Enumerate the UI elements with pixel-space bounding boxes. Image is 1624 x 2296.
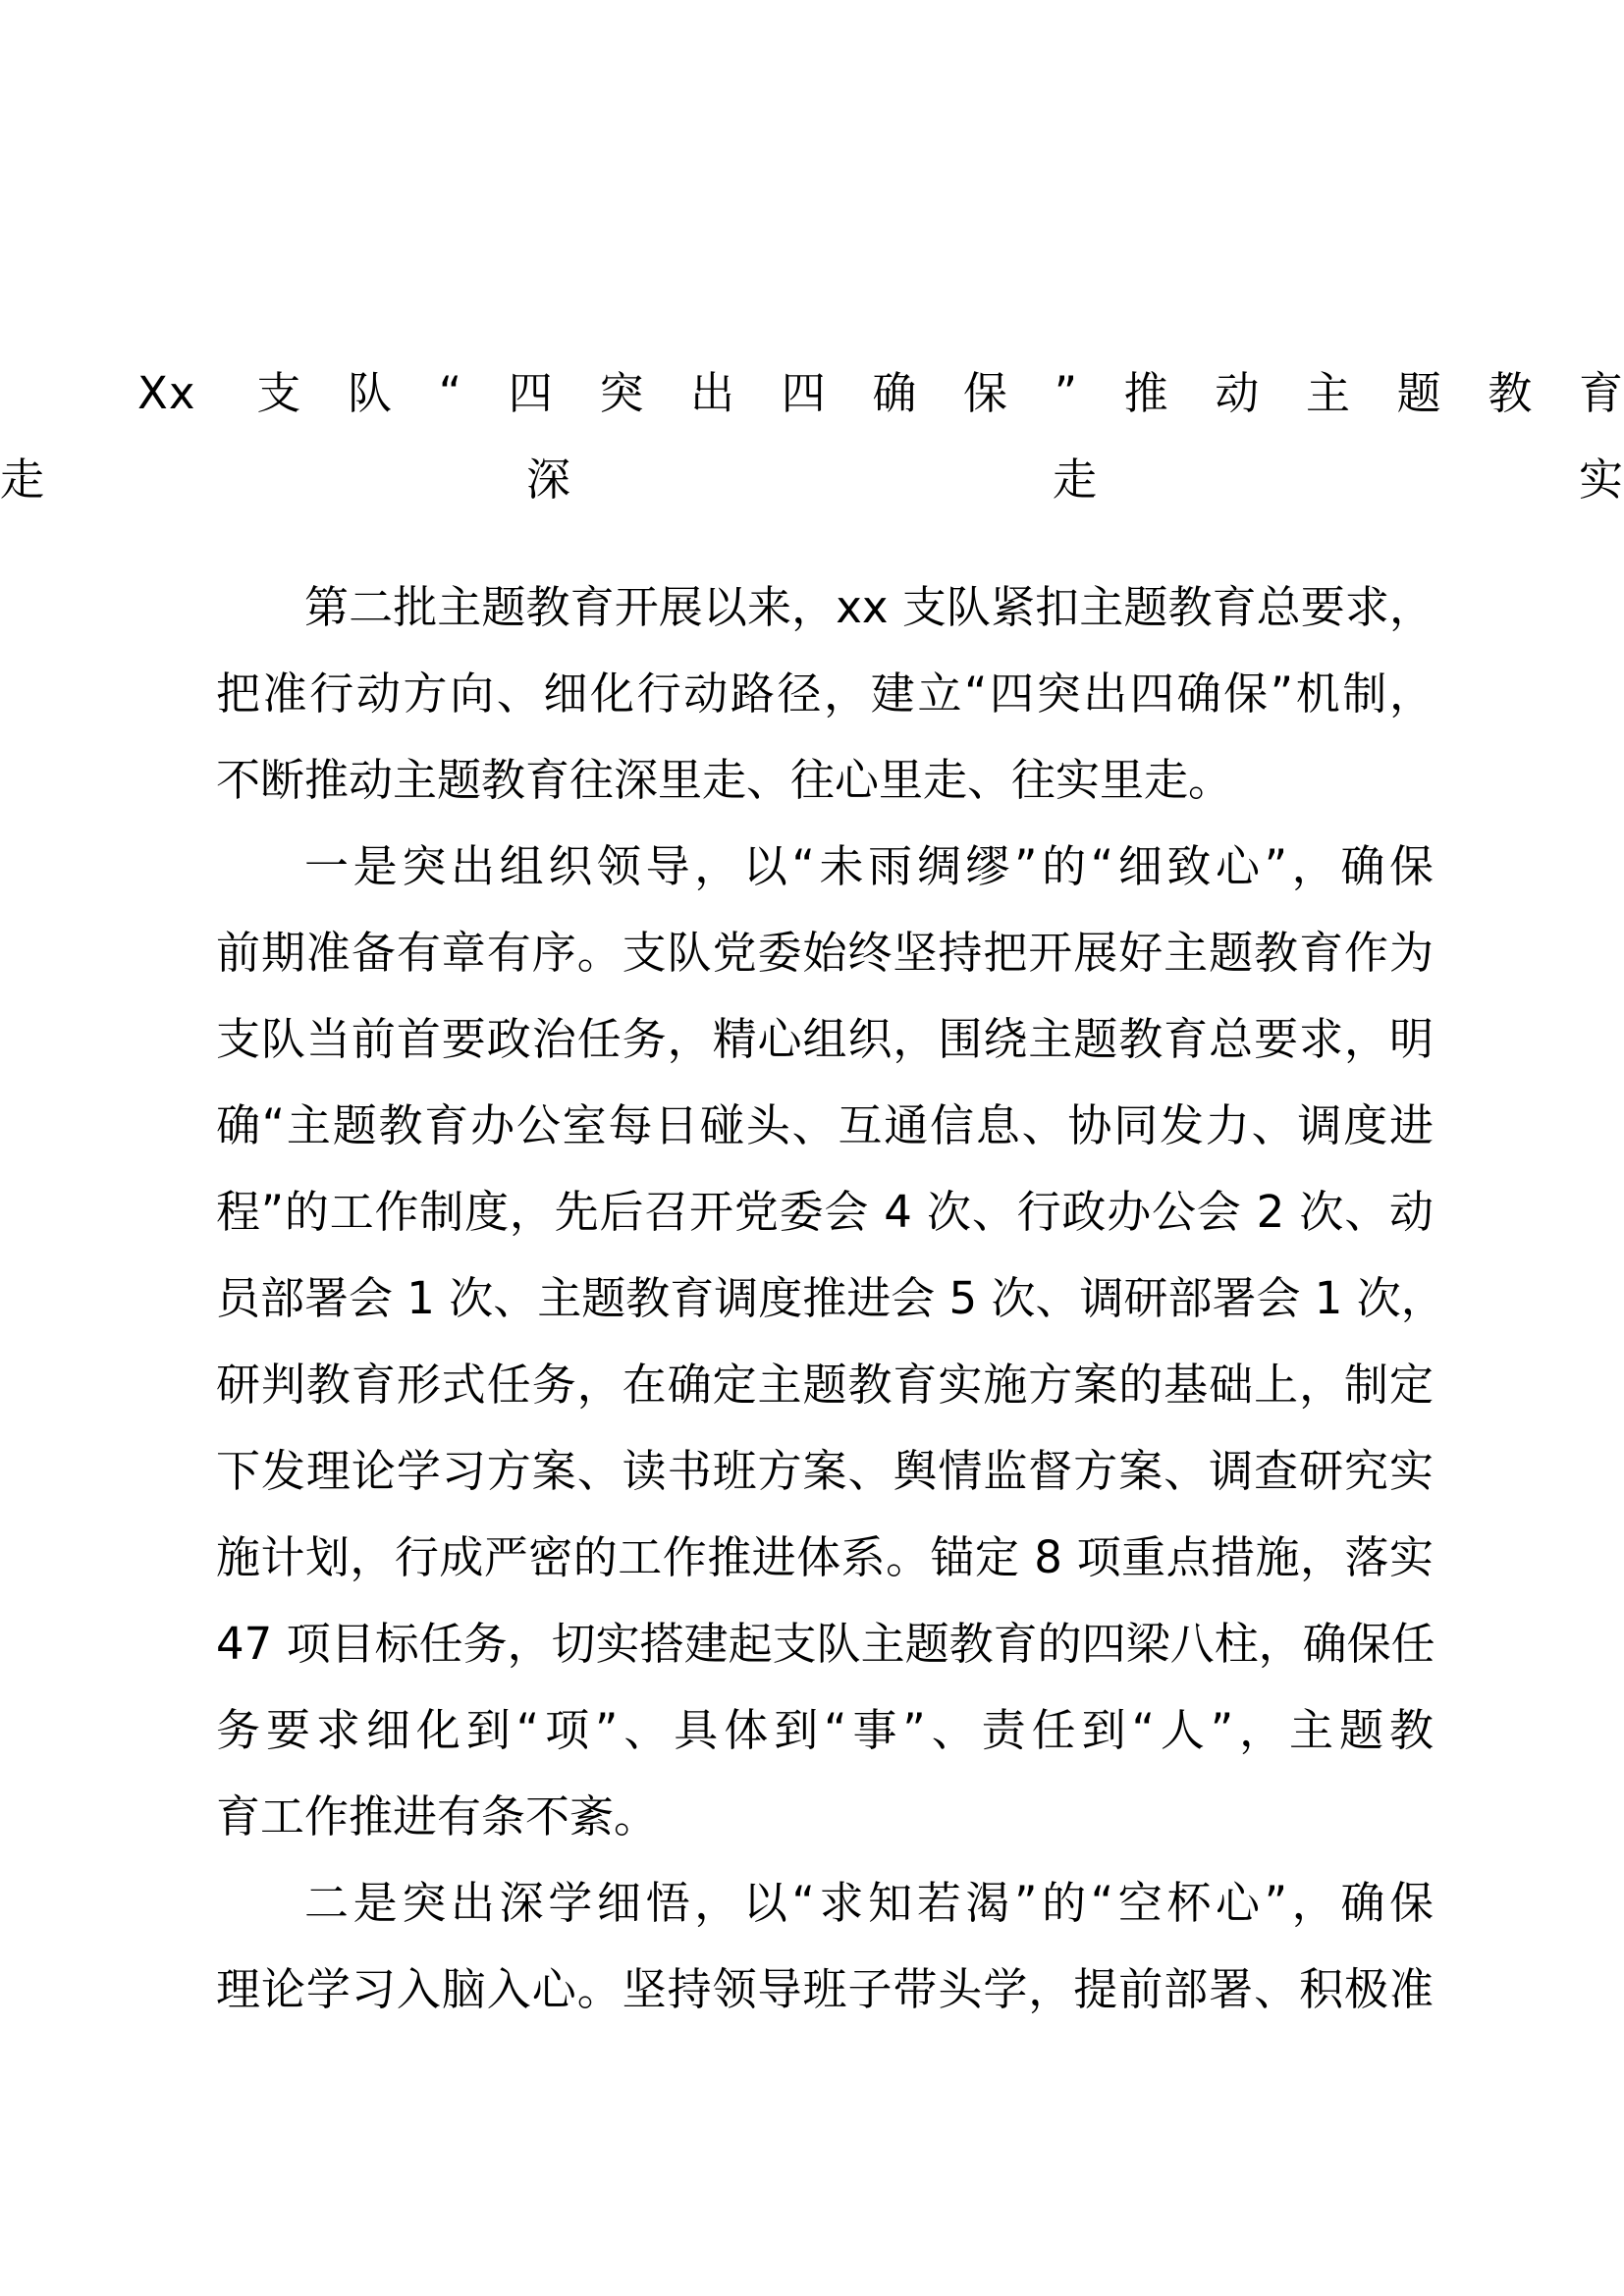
text-line: 把准行动方向、细化行动路径，建立“四突出四确保”机制， [216,667,1434,720]
text-line: 二是突出深学细悟，以“求知若渴”的“空杯心”，确保 [304,1877,1434,1929]
paragraph-point-2 [216,1860,1434,2033]
text-line: 一是突出组织领导，以“未雨绸缪”的“细致心”，确保 [304,840,1434,892]
text-line: 程”的工作制度，先后召开党委会 4 次、行政办公会 2 次、动 [216,1186,1434,1238]
text-line: 研判教育形式任务，在确定主题教育实施方案的基础上，制定 [216,1359,1434,1411]
text-line: 第二批主题教育开展以来，xx 支队紧扣主题教育总要求， [304,581,1434,633]
paragraph-point-1 [216,824,1445,1860]
text-line: 育工作推进有条不紊。 [216,1790,659,1842]
text-line: 确“主题教育办公室每日碰头、互通信息、协同发力、调度进 [216,1099,1434,1151]
document-body [216,564,1445,2033]
text-line: 不断推动主题教育往深里走、往心里走、往实里走。 [216,754,1233,806]
text-line: 前期准备有章有序。支队党委始终坚持把开展好主题教育作为 [216,927,1434,979]
document-title [0,350,1624,523]
text-line: 员部署会 1 次、主题教育调度推进会 5 次、调研部署会 1 次， [216,1272,1445,1324]
text-line: 47 项目标任务，切实搭建起支队主题教育的四梁八柱，确保任 [216,1618,1435,1670]
text-line: 理论学习入脑入心。坚持领导班子带头学，提前部署、积极准 [216,1963,1434,2015]
text-line: 施计划，行成严密的工作推进体系。锚定 8 项重点措施，落实 [216,1531,1434,1583]
title-line-1: Xx 支队“四突出四确保”推动主题教育 [137,366,1624,419]
text-line: 务要求细化到“项”、具体到“事”、责任到“人”，主题教 [216,1704,1434,1756]
paragraph-intro [216,564,1434,824]
title-line-2: 走深走实 [0,453,1624,506]
text-line: 下发理论学习方案、读书班方案、舆情监督方案、调查研究实 [216,1445,1434,1497]
text-line: 支队当前首要政治任务，精心组织，围绕主题教育总要求，明 [216,1013,1434,1065]
